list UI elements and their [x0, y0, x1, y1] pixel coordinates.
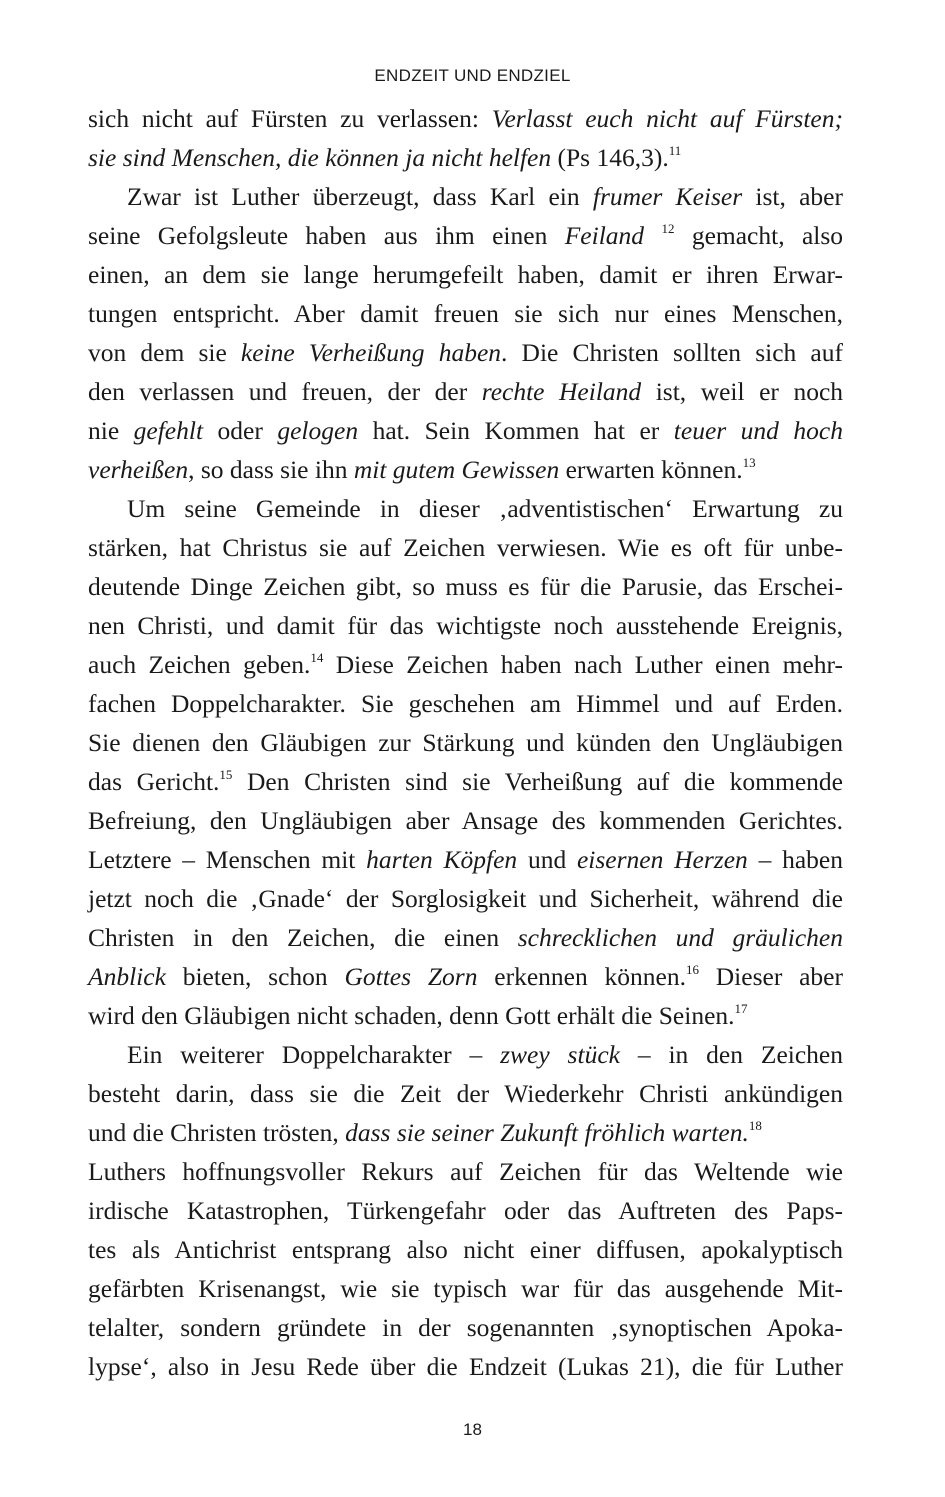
text-run: und die Christen trösten, [88, 1118, 346, 1147]
footnote-marker: 16 [685, 962, 699, 977]
italic-phrase: Feiland [564, 221, 645, 250]
text-run: fachen Doppelcharakter. Sie geschehen am Himmel und auf Erden. [88, 689, 843, 718]
text-line [88, 728, 843, 758]
text-run: Letztere – Menschen mit [88, 845, 367, 874]
text-line [88, 611, 843, 641]
text-run: einen, an dem sie lange herumgefeilt haben, damit er ihren Erwar- [88, 260, 843, 289]
text-line [88, 1313, 843, 1343]
text-run: – in den Zeichen [619, 1040, 843, 1069]
italic-phrase: Anblick [88, 962, 166, 991]
text-line [88, 416, 843, 446]
text-line [88, 689, 843, 719]
text-run: Ein weiterer Doppelcharakter – [127, 1040, 501, 1069]
text-run: Den Christen sind sie Verheißung auf die kommende [232, 767, 843, 796]
italic-phrase: gelogen [277, 416, 359, 445]
text-line [88, 221, 843, 251]
running-head: ENDZEIT UND ENDZIEL [374, 66, 571, 85]
text-run: Diese Zeichen haben nach Luther einen mehr- [323, 650, 844, 679]
text-run: Christen in den Zeichen, die einen [88, 923, 518, 952]
text-line [88, 260, 843, 290]
text-run: oder [203, 416, 278, 445]
footnote-marker: 13 [742, 455, 756, 470]
text-line [88, 1352, 843, 1382]
text-run [644, 221, 661, 250]
italic-phrase: rechte Heiland [481, 377, 642, 406]
text-run: auch Zeichen geben. [88, 650, 311, 679]
text-line [88, 1196, 843, 1226]
text-run: , so dass sie ihn [188, 455, 354, 484]
text-line [88, 533, 843, 563]
text-run: telalter, sondern gründete in der sogenannten ‚synoptischen Apoka- [88, 1313, 843, 1342]
text-line [88, 299, 843, 329]
text-run: Sie dienen den Gläubigen zur Stärkung und künden den Ungläubigen [88, 728, 843, 757]
italic-phrase: harten Köpfen [366, 845, 518, 874]
text-run: gefärbten Krisenangst, wie sie typisch war für das ausgehende Mit- [88, 1274, 843, 1303]
text-run: tungen entspricht. Aber damit freuen sie sich nur eines Menschen, [88, 299, 843, 328]
text-run: . Die Christen sollten sich auf [501, 338, 843, 367]
text-run: lypse‘, also in Jesu Rede über die Endzeit (Lukas 21), die für Luther [88, 1352, 843, 1381]
text-run: stärken, hat Christus sie auf Zeichen verwiesen. Wie es oft für unbe- [88, 533, 843, 562]
text-run: erkennen können. [477, 962, 686, 991]
text-line [88, 845, 843, 875]
text-line [88, 962, 843, 992]
text-line [88, 572, 843, 602]
italic-phrase: Verlasst euch nicht auf Fürsten; [491, 104, 843, 133]
text-run: deutende Dinge Zeichen gibt, so muss es für die Parusie, das Erschei- [88, 572, 843, 601]
text-line [88, 806, 843, 836]
text-run: bieten, schon [165, 962, 345, 991]
text-run: ist, weil er noch [641, 377, 844, 406]
text-run: Zwar ist Luther überzeugt, dass Karl ein [127, 182, 593, 211]
text-line [127, 494, 843, 524]
text-run: das Gericht. [88, 767, 220, 796]
italic-phrase: zwey stück [500, 1040, 620, 1069]
footnote-marker: 18 [748, 1118, 762, 1133]
text-line [88, 884, 843, 914]
text-line [88, 338, 843, 368]
text-run: nie [88, 416, 134, 445]
text-line [127, 182, 843, 212]
italic-phrase: keine Verheißung haben [240, 338, 502, 367]
text-run: hat. Sein Kommen hat er [358, 416, 674, 445]
text-run: tes als Antichrist entsprang also nicht einer diffusen, apokalyptisch [88, 1235, 843, 1264]
text-line [127, 1040, 843, 1070]
text-run: und [517, 845, 577, 874]
text-line [88, 1274, 843, 1304]
text-line [88, 1079, 843, 1109]
text-run: Befreiung, den Ungläubigen aber Ansage des kommenden Gerichtes. [88, 806, 843, 835]
text-line [88, 104, 843, 134]
footnote-marker: 12 [661, 221, 675, 236]
text-run: besteht darin, dass sie die Zeit der Wiederkehr Christi ankündigen [88, 1079, 843, 1108]
italic-phrase: dass sie seiner Zukunft fröhlich warten. [345, 1118, 749, 1147]
text-run: jetzt noch die ‚Gnade‘ der Sorglosigkeit und Sicherheit, während die [88, 884, 843, 913]
text-line [88, 377, 843, 407]
text-line [88, 455, 843, 485]
page-number: 18 [463, 1420, 482, 1439]
italic-phrase: mit gutem Gewissen [353, 455, 560, 484]
italic-phrase: gefehlt [133, 416, 204, 445]
text-run: seine Gefolgsleute haben aus ihm einen [88, 221, 565, 250]
text-line [88, 1235, 843, 1265]
footnote-marker: 15 [219, 767, 233, 782]
italic-phrase: frumer Keiser [592, 182, 743, 211]
text-run: von dem sie [88, 338, 241, 367]
text-run: sich nicht auf Fürsten zu verlassen: [88, 104, 492, 133]
italic-phrase: eisernen Herzen [576, 845, 748, 874]
text-run: irdische Katastrophen, Türkengefahr oder das Auftreten des Paps- [88, 1196, 843, 1225]
text-run: erwarten können. [559, 455, 743, 484]
text-run: Luthers hoffnungsvoller Rekurs auf Zeichen für das Weltende wie [88, 1157, 843, 1186]
text-line [88, 1157, 843, 1187]
text-run: Um seine Gemeinde in dieser ‚adventistischen‘ Erwartung zu [127, 494, 843, 523]
text-run: gemacht, also [674, 221, 844, 250]
text-line [88, 650, 843, 680]
italic-phrase: sie sind Menschen, die können ja nicht helfen [88, 143, 552, 172]
text-run: wird den Gläubigen nicht schaden, denn Gott erhält die Seinen. [88, 1001, 735, 1030]
footnote-marker: 11 [668, 143, 682, 158]
footnote-marker: 14 [310, 650, 324, 665]
text-line [88, 767, 843, 797]
footnote-marker: 17 [734, 1001, 748, 1016]
italic-phrase: verheißen [88, 455, 189, 484]
text-run: (Ps 146,3). [551, 143, 669, 172]
text-line [88, 1001, 843, 1031]
text-run: nen Christi, und damit für das wichtigste noch ausstehende Ereignis, [88, 611, 843, 640]
text-line [88, 143, 843, 173]
italic-phrase: Gottes Zorn [344, 962, 478, 991]
text-run: den verlassen und freuen, der der [88, 377, 482, 406]
text-run: Dieser aber [698, 962, 843, 991]
italic-phrase: teuer und hoch [673, 416, 844, 445]
text-line [88, 1118, 843, 1148]
text-run: – haben [747, 845, 843, 874]
italic-phrase: schrecklichen und gräulichen [517, 923, 843, 952]
text-line [88, 923, 843, 953]
text-run: ist, aber [742, 182, 843, 211]
